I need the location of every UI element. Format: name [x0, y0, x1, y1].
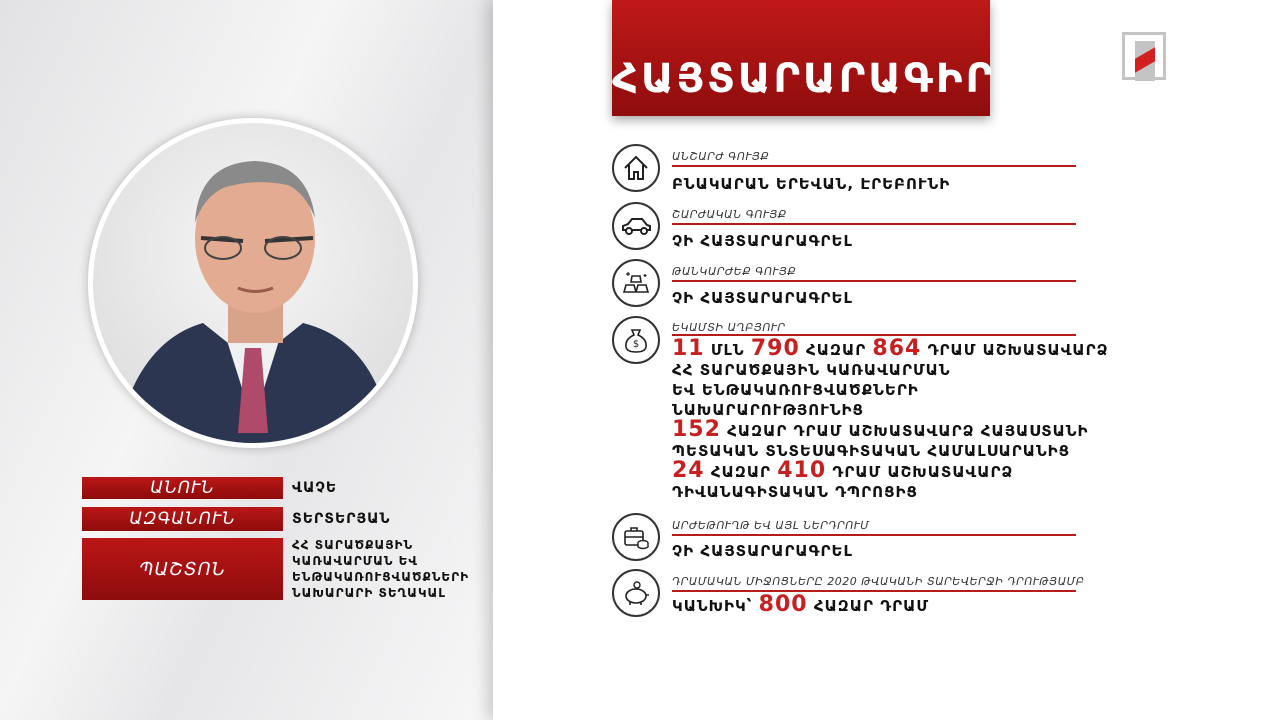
position-line: ՀՀ ՏԱՐԱԾՔԱՅԻՆ — [292, 538, 414, 552]
item-caption: ԵԿԱՄՏԻ ԱՂԲՅՈՒՐ — [672, 321, 786, 334]
page-title: ՀԱՅՏԱՐԱՐԱԳԻՐ — [612, 56, 996, 102]
item-caption: ԱՐԺԵԹՈՒՂԹ ԵՎ ԱՅԼ ՆԵՐԴՐՈՒՄ — [672, 519, 870, 532]
income-line: ԴԻՎԱՆԱԳԻՏԱԿԱՆ ԴՊՐՈՑԻՑ — [672, 483, 918, 501]
item-value: ՉԻ ՀԱՅՏԱՐԱՐԱԳՐԵԼ — [672, 232, 853, 250]
income-line: 24 ՀԱԶԱՐ 410 ԴՐԱՄ ԱՇԽԱՏԱՎԱՐՁ — [672, 458, 1014, 483]
svg-text:$: $ — [632, 339, 640, 350]
item-caption: ԹԱՆԿԱՐԺԵՔ ԳՈՒՅՔ — [672, 265, 797, 278]
position-value — [292, 537, 469, 601]
income-line: 11 ՄԼՆ 790 ՀԱԶԱՐ 864 ԴՐԱՄ ԱՇԽԱՏԱՎԱՐՁ — [672, 336, 1109, 361]
divider — [672, 280, 1076, 282]
income-line: ՊԵՏԱԿԱՆ ՏՆՏԵՍԱԳԻՏԱԿԱՆ ՀԱՄԱԼՍԱՐԱՆԻՑ — [672, 442, 1071, 460]
divider — [672, 534, 1076, 536]
gold-bars-icon — [612, 259, 660, 307]
position-line: ԿԱՌԱՎԱՐՄԱՆ ԵՎ — [292, 554, 418, 568]
divider — [672, 223, 1076, 225]
item-caption: ԴՐԱՄԱԿԱՆ ՄԻՋՈՑՆԵՐԸ 2020 ԹՎԱԿԱՆԻ ՏԱՐԵՎԵՐՋԻ ԴՐՈՒԹՅԱՄԲ — [672, 575, 1085, 588]
income-details — [672, 336, 1109, 502]
divider — [672, 590, 1076, 592]
item-value: ՉԻ ՀԱՅՏԱՐԱՐԱԳՐԵԼ — [672, 542, 853, 560]
position-line: ԵՆԹԱԿԱՌՈՒՑՎԱԾՔՆԵՐԻ — [292, 570, 470, 584]
piggy-bank-icon — [612, 569, 660, 617]
item-value: ԲՆԱԿԱՐԱՆ ԵՐԵՎԱՆ, ԷՐԵԲՈՒՆԻ — [672, 175, 951, 193]
item-value: ԿԱՆԽԻԿ՝ 800 ՀԱԶԱՐ ԴՐԱՄ — [672, 592, 930, 617]
money-bag-icon — [612, 316, 660, 364]
divider — [672, 165, 1076, 167]
name-label: ԱՆՈՒՆ — [82, 477, 283, 499]
surname-value: ՏԵՐՏԵՐՅԱՆ — [292, 511, 391, 527]
surname-label: ԱԶԳԱՆՈՒՆ — [82, 507, 283, 531]
person-photo — [88, 118, 418, 448]
item-caption: ԱՆՇԱՐԺ ԳՈՒՅՔ — [672, 150, 770, 163]
name-value: ՎԱՉԵ — [292, 480, 338, 496]
briefcase-coins-icon — [612, 513, 660, 561]
car-icon — [612, 202, 660, 250]
item-value: ՉԻ ՀԱՅՏԱՐԱՐԱԳՐԵԼ — [672, 289, 853, 307]
income-line: ԵՎ ԵՆԹԱԿԱՌՈՒՑՎԱԾՔՆԵՐԻ — [672, 381, 919, 399]
title-banner — [612, 0, 996, 116]
position-label: ՊԱՇՏՈՆ — [82, 538, 283, 600]
position-line: ՆԱԽԱՐԱՐԻ ՏԵՂԱԿԱԼ — [292, 586, 446, 600]
income-line: 152 ՀԱԶԱՐ ԴՐԱՄ ԱՇԽԱՏԱՎԱՐՁ ՀԱՅԱՍՏԱՆԻ — [672, 417, 1089, 442]
item-caption: ՇԱՐԺԱԿԱՆ ԳՈՒՅՔ — [672, 208, 787, 221]
income-line: ՆԱԽԱՐԱՐՈՒԹՅՈՒՆԻՑ — [672, 401, 864, 419]
channel-logo — [1122, 32, 1166, 80]
house-icon — [612, 144, 660, 192]
income-line: ՀՀ ՏԱՐԱԾՔԱՅԻՆ ԿԱՌԱՎԱՐՄԱՆ — [672, 361, 951, 379]
